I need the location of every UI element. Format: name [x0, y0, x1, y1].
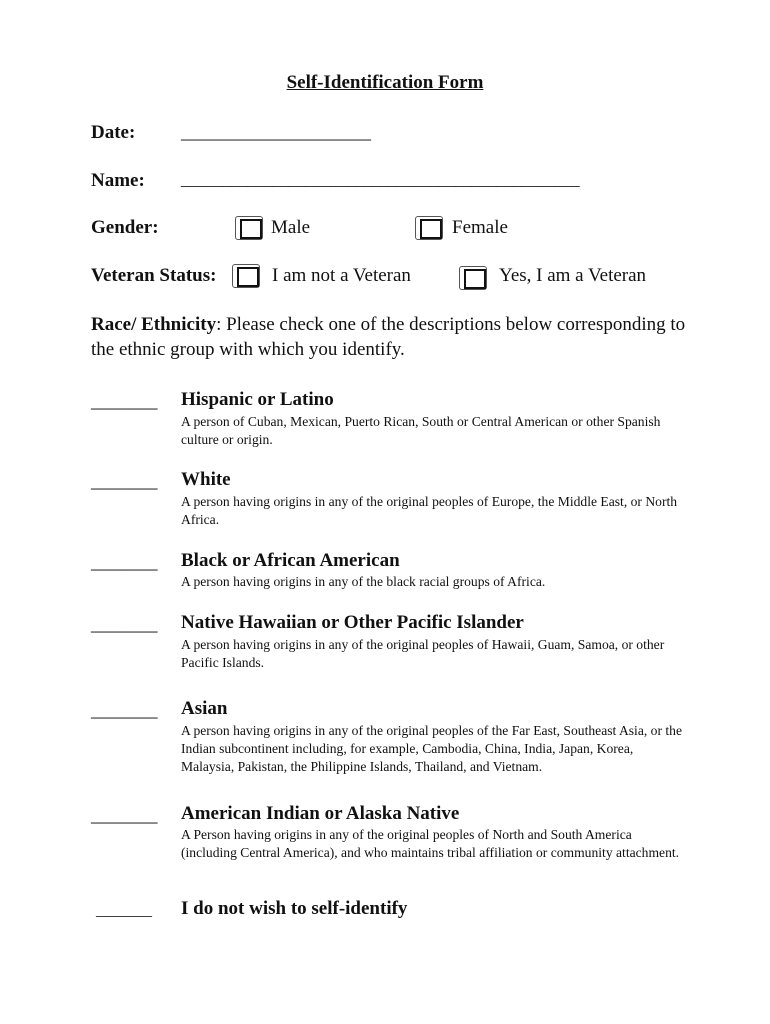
not-veteran-label: I am not a Veteran [272, 265, 411, 286]
veteran-status-label: Veteran Status: [91, 265, 217, 286]
white-heading: White [181, 469, 231, 490]
hispanic-description: A person of Cuban, Mexican, Puerto Rican, South or Central American or other Spanish culture or origin. [181, 414, 661, 447]
american-indian-check-line[interactable]: _______ [91, 805, 158, 826]
american-indian-description: A Person having origins in any of the original peoples of North and South America (including Central America), and who maintains tribal affiliation or community attachment. [181, 827, 680, 860]
asian-check-line[interactable]: _______ [91, 700, 158, 721]
race-ethnicity-text: : Please check one of the descriptions below corresponding to the ethnic group with which you identify. [91, 314, 686, 360]
decline-heading: I do not wish to self-identify [181, 898, 408, 919]
date-label: Date: [91, 122, 136, 143]
black-heading: Black or African American [181, 550, 400, 571]
hispanic-check-line[interactable]: _______ [91, 391, 158, 412]
name-field[interactable]: ________________________________________________ [181, 170, 580, 189]
asian-heading: Asian [181, 698, 228, 719]
black-description: A person having origins in any of the black racial groups of Africa. [181, 574, 546, 589]
female-checkbox[interactable] [415, 216, 443, 240]
veteran-label: Yes, I am a Veteran [499, 265, 647, 286]
black-check-line[interactable]: _______ [91, 552, 158, 573]
pacific-islander-check-line[interactable]: _______ [91, 614, 158, 635]
race-ethnicity-instructions [91, 312, 691, 362]
american-indian-heading: American Indian or Alaska Native [181, 803, 460, 824]
veteran-checkbox[interactable] [459, 266, 487, 290]
decline-check-line[interactable]: _______ [96, 902, 152, 919]
male-checkbox[interactable] [235, 216, 263, 240]
white-description: A person having origins in any of the original peoples of Europe, the Middle East, or North Africa. [181, 494, 678, 527]
gender-label: Gender: [91, 217, 159, 238]
pacific-islander-heading: Native Hawaiian or Other Pacific Islander [181, 612, 524, 633]
female-label: Female [452, 217, 508, 238]
not-veteran-checkbox[interactable] [232, 264, 260, 288]
name-label: Name: [91, 170, 145, 191]
male-label: Male [271, 217, 311, 238]
date-field[interactable]: ____________________ [181, 122, 371, 143]
asian-description: A person having origins in any of the original peoples of the Far East, Southeast Asia, or the Indian subcontinent including, for example, Cambodia, China, India, Japan, Korea, Malaysia, Pakistan, the Philippine Islands, Thailand, and Vietnam. [181, 723, 682, 774]
hispanic-heading: Hispanic or Latino [181, 389, 334, 410]
pacific-islander-description: A person having origins in any of the original peoples of Hawaii, Guam, Samoa, or other Pacific Islands. [181, 637, 665, 670]
form-title: Self-Identification Form [286, 72, 484, 93]
race-ethnicity-label: Race/ Ethnicity [91, 314, 217, 335]
white-check-line[interactable]: _______ [91, 471, 158, 492]
